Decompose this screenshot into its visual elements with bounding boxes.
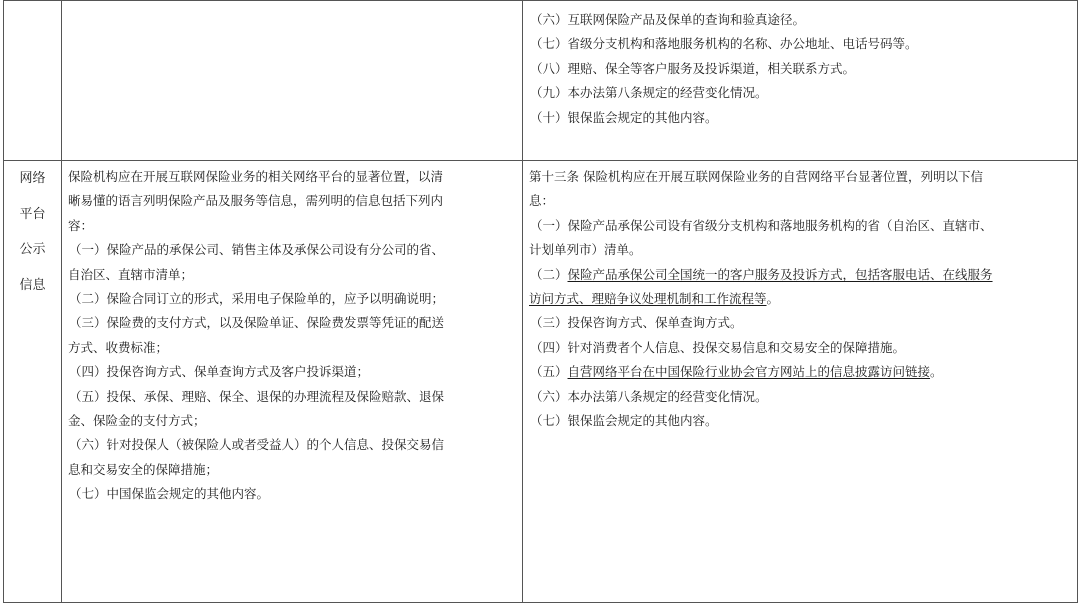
new-clause-line: （七）省级分支机构和落地服务机构的名称、办公地址、电话号码等。 bbox=[530, 36, 918, 52]
old-clause-line: （二）保险合同订立的形式，采用电子保险单的，应予以明确说明； bbox=[69, 291, 445, 307]
old-clause-line: 自治区、直辖市清单； bbox=[68, 266, 194, 282]
new-clause-line: （六）本办法第八条规定的经营变化情况。 bbox=[530, 388, 768, 404]
comparison-table bbox=[3, 0, 1078, 603]
table-row-main bbox=[4, 161, 1078, 603]
clause-number: （五） bbox=[530, 364, 568, 380]
old-clause-line: 容： bbox=[68, 217, 94, 233]
new-clause-line: （十）银保监会规定的其他内容。 bbox=[530, 109, 718, 125]
old-clause-line: （七）中国保监会规定的其他内容。 bbox=[69, 486, 270, 502]
new-clause-line bbox=[523, 360, 1077, 384]
new-clause-line: （三）投保咨询方式、保单查询方式。 bbox=[530, 315, 743, 331]
row-label-line: 信息 bbox=[19, 277, 46, 293]
old-clause-line: （四）投保咨询方式、保单查询方式及客户投诉渠道； bbox=[69, 364, 370, 380]
top-new-cell bbox=[523, 1, 1078, 161]
old-clause-line: 息和交易安全的保障措施； bbox=[68, 461, 219, 477]
old-clause-line: （六）针对投保人（被保险人或者受益人）的个人信息、投保交易信 bbox=[69, 437, 445, 453]
old-provision-cell bbox=[62, 161, 523, 603]
old-clause-line: 方式、收费标准； bbox=[68, 339, 169, 355]
row-label-line: 公示 bbox=[19, 242, 46, 257]
old-clause-line: （三）保险费的支付方式，以及保险单证、保险费发票等凭证的配送 bbox=[69, 315, 445, 331]
new-clause-line: （九）本办法第八条规定的经营变化情况。 bbox=[530, 85, 768, 101]
new-provision-cell bbox=[523, 161, 1078, 603]
top-old-cell bbox=[62, 1, 523, 161]
clause-punct: 。 bbox=[930, 364, 943, 380]
new-clause-line: （四）针对消费者个人信息、投保交易信息和交易安全的保障措施。 bbox=[530, 339, 906, 355]
table-row-top bbox=[4, 1, 1078, 161]
amended-text: 保险产品承保公司全国统一的客户服务及投诉方式，包括客服电话、在线服务 bbox=[567, 266, 993, 282]
new-clause-line: 息： bbox=[529, 193, 555, 209]
row-label-line: 网络 bbox=[19, 171, 46, 186]
new-clause-line bbox=[523, 263, 1077, 287]
top-label-cell bbox=[4, 1, 62, 161]
new-clause-line: （六）互联网保险产品及保单的查询和验真途径。 bbox=[530, 12, 806, 27]
old-clause-line: （一）保险产品的承保公司、销售主体及承保公司设有分公司的省、 bbox=[69, 242, 445, 258]
new-clause-line: （八）理赔、保全等客户服务及投诉渠道，相关联系方式。 bbox=[530, 60, 856, 76]
amended-text: 访问方式、理赔争议处理机制和工作流程等 bbox=[529, 291, 767, 307]
amended-text: 自营网络平台在中国保险行业协会官方网站上的信息披露访问链接 bbox=[567, 364, 931, 380]
new-clause-line bbox=[523, 287, 1077, 311]
old-clause-line: 晰易懂的语言列明保险产品及服务等信息，需列明的信息包括下列内 bbox=[68, 193, 444, 209]
new-clause-line: 计划单列市）清单。 bbox=[529, 242, 642, 258]
row-label-cell bbox=[4, 161, 62, 603]
new-clause-line: （七）银保监会规定的其他内容。 bbox=[530, 413, 718, 429]
old-clause-line: 保险机构应在开展互联网保险业务的相关网络平台的显著位置，以清 bbox=[68, 169, 444, 184]
old-clause-line: 金、保险金的支付方式； bbox=[68, 413, 206, 429]
clause-punct: 。 bbox=[766, 291, 780, 307]
new-clause-line: 第十三条 保险机构应在开展互联网保险业务的自营网络平台显著位置，列明以下信 bbox=[529, 169, 983, 184]
new-clause-line: （一）保险产品承保公司设有省级分支机构和落地服务机构的省（自治区、直辖市、 bbox=[530, 217, 993, 233]
clause-number: （二） bbox=[530, 266, 568, 282]
row-label-line: 平台 bbox=[19, 206, 46, 222]
old-clause-line: （五）投保、承保、理赔、保全、退保的办理流程及保险赔款、退保 bbox=[69, 388, 445, 404]
